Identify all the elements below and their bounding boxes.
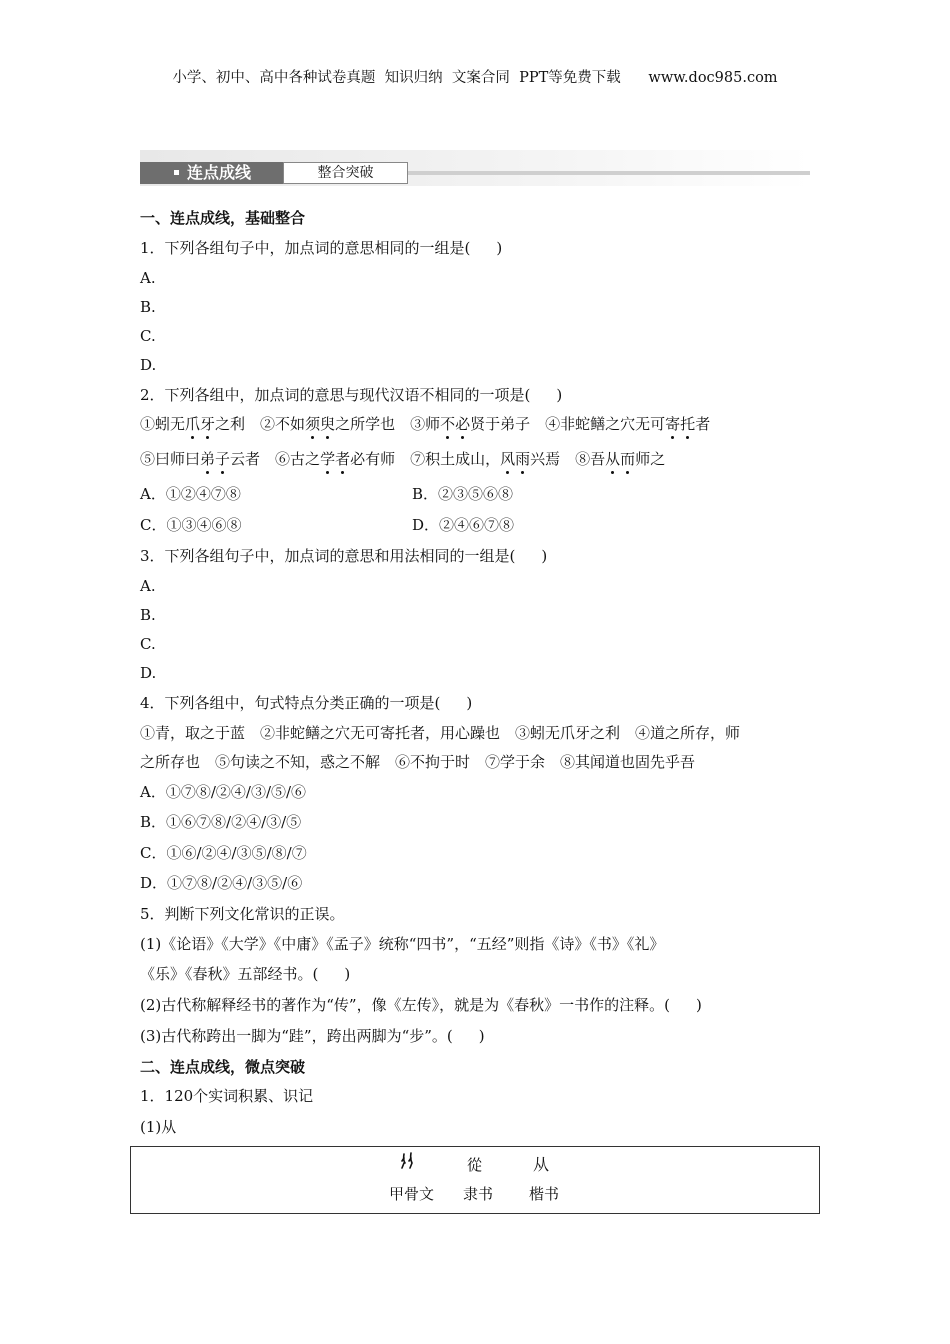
q4-stem: 4．下列各组中，句式特点分类正确的一项是( ) — [140, 694, 473, 712]
banner-tag: 连点成线 — [140, 162, 283, 184]
q2-option-a: A．①②④⑦⑧ — [140, 485, 241, 503]
q1-option-d: D. — [140, 356, 157, 374]
section2-subheading: 1．120个实词积累、识记 — [140, 1087, 314, 1105]
label-oracle-bone: 甲骨文 — [389, 1185, 435, 1203]
oracle-bone-glyph-icon — [401, 1151, 415, 1171]
page-header: 小学、初中、高中各种试卷真题 知识归纳 文案合同 PPT等免费下载 www.doc985.com — [172, 70, 778, 86]
q2-items-line1: ①蚓无爪牙之利 ②不如须臾之所学也 ③师不必贤于弟子 ④非蛇鳝之穴无可寄托者 — [140, 415, 711, 433]
q3-option-a: A. — [140, 577, 156, 595]
q4-items-line2: 之所存也 ⑤句读之不知，惑之不解 ⑥不拘于时 ⑦学于余 ⑧其闻道也固先乎吾 — [140, 753, 696, 771]
clerical-script-form: 從 — [467, 1156, 483, 1174]
q3-stem: 3．下列各组句子中，加点词的意思和用法相同的一组是( ) — [140, 547, 548, 565]
section-banner — [140, 150, 810, 186]
banner-subtitle: 整合突破 — [283, 162, 408, 184]
q3-option-c: C. — [140, 635, 156, 653]
q1-option-c: C. — [140, 327, 156, 345]
q5-item1-line1: (1)《论语》《大学》《中庸》《孟子》统称“四书”，“五经”则指《诗》《书》《礼》 — [140, 935, 665, 953]
q4-option-b: B．①⑥⑦⑧/②④/③/⑤ — [140, 813, 302, 831]
q4-option-c: C．①⑥/②④/③⑤/⑧/⑦ — [140, 844, 307, 862]
q2-option-b: B．②③⑤⑥⑧ — [412, 485, 514, 503]
q2-items-line2: ⑤曰师曰弟子云者 ⑥古之学者必有师 ⑦积土成山，风雨兴焉 ⑧吾从而师之 — [140, 450, 666, 468]
q2-option-d: D．②④⑥⑦⑧ — [412, 516, 515, 534]
q1-stem: 1．下列各组句子中，加点词的意思相同的一组是( ) — [140, 239, 503, 257]
label-clerical: 隶书 — [463, 1185, 494, 1203]
q1-option-b: B. — [140, 298, 156, 316]
section1-heading: 一、连点成线，基础整合 — [140, 209, 306, 227]
section2-item-cong: (1)从 — [140, 1118, 177, 1136]
q4-option-d: D．①⑦⑧/②④/③⑤/⑥ — [140, 874, 303, 892]
q1-option-a: A. — [140, 269, 156, 287]
q4-items-line1: ①青，取之于蓝 ②非蛇鳝之穴无可寄托者，用心躁也 ③蚓无爪牙之利 ④道之所存，师 — [140, 724, 741, 742]
q3-option-d: D. — [140, 664, 157, 682]
q5-item2: (2)古代称解释经书的著作为“传”，像《左传》，就是为《春秋》一书作的注释。( ) — [140, 996, 702, 1014]
script-forms-table — [130, 1146, 820, 1214]
label-regular: 楷书 — [529, 1185, 560, 1203]
q5-item1-line2: 《乐》《春秋》五部经书。( ) — [140, 965, 351, 983]
square-bullet-icon — [174, 170, 179, 175]
q2-stem: 2．下列各组中，加点词的意思与现代汉语不相同的一项是( ) — [140, 386, 563, 404]
q2-option-c: C．①③④⑥⑧ — [140, 516, 242, 534]
section2-heading: 二、连点成线，微点突破 — [140, 1058, 306, 1076]
q5-item3: (3)古代称跨出一脚为“跬”，跨出两脚为“步”。( ) — [140, 1027, 485, 1045]
q3-option-b: B. — [140, 606, 156, 624]
q5-stem: 5．判断下列文化常识的正误。 — [140, 905, 345, 923]
regular-script-form: 从 — [533, 1155, 550, 1174]
q4-option-a: A．①⑦⑧/②④/③/⑤/⑥ — [140, 783, 307, 801]
